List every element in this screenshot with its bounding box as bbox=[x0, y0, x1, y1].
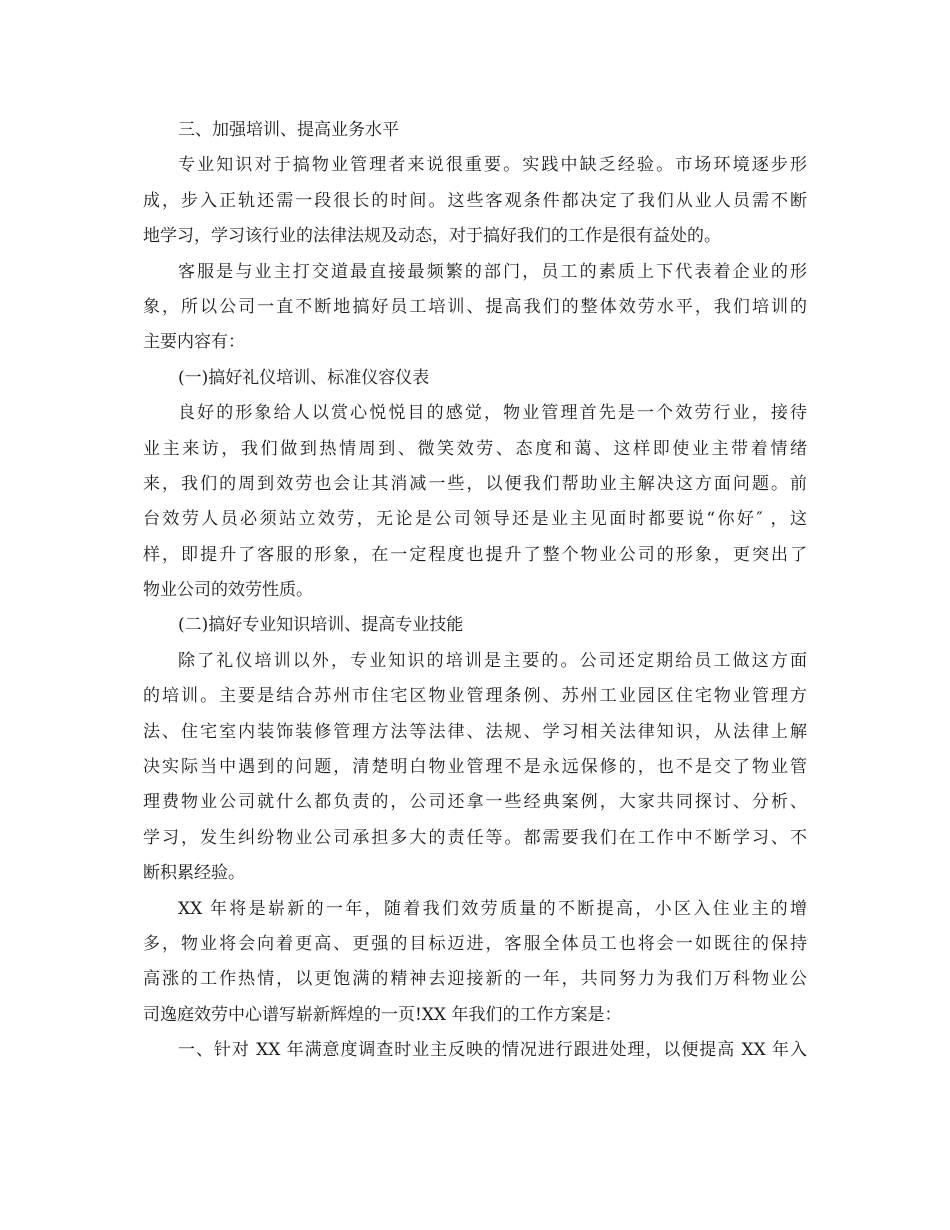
text-line: XX 年将是崭新的一年，随着我们效劳质量的不断提高，小区入住业主的增 bbox=[178, 898, 807, 919]
text-line: 一、针对 XX 年满意度调查时业主反映的情况进行跟进处理，以便提高 XX 年入 bbox=[178, 1040, 807, 1061]
text-line: 象，所以公司一直不断地搞好员工培训、提高我们的整体效劳水平，我们培训的 bbox=[143, 296, 807, 317]
text-line: 多，物业将会向着更高、更强的目标迈进，客服全体员工也将会一如既往的保持 bbox=[143, 933, 807, 954]
document-body bbox=[143, 113, 807, 1069]
text-line: 专业知识对于搞物业管理者来说很重要。实践中缺乏经验。市场环境逐步形 bbox=[178, 155, 807, 176]
text-line: 客服是与业主打交道最直接最频繁的部门，员工的素质上下代表着企业的形 bbox=[178, 261, 807, 282]
text-line: 司逸庭效劳中心谱写崭新辉煌的一页!XX 年我们的工作方案是： bbox=[143, 1004, 622, 1025]
text-line: 理费物业公司就什么都负责的，公司还拿一些经典案例，大家共同探讨、分析、 bbox=[143, 792, 807, 813]
text-line: 主要内容有： bbox=[143, 332, 245, 353]
text-line: 学习，发生纠纷物业公司承担多大的责任等。都需要我们在工作中不断学习、不 bbox=[143, 827, 807, 848]
text-line: 除了礼仪培训以外，专业知识的培训是主要的。公司还定期给员工做这方面 bbox=[178, 650, 807, 671]
text-line: 断积累经验。 bbox=[143, 863, 245, 884]
text-line: 三、加强培训、提高业务水平 bbox=[178, 120, 399, 140]
text-line: 样，即提升了客服的形象，在一定程度也提升了整个物业公司的形象，更突出了 bbox=[143, 544, 807, 565]
text-line: 物业公司的效劳性质。 bbox=[143, 580, 313, 601]
text-line: 地学习，学习该行业的法律法规及动态，对于搞好我们的工作是很有益处的。 bbox=[143, 226, 721, 247]
text-line: 法、住宅室内装饰装修管理方法等法律、法规、学习相关法律知识，从法律上解 bbox=[143, 721, 807, 742]
text-line: (二)搞好专业知识培训、提高专业技能 bbox=[178, 615, 464, 636]
text-line: 台效劳人员必须站立效劳，无论是公司领导还是业主见面时都要说“你好″ ，这 bbox=[143, 509, 807, 530]
text-line: 来，我们的周到效劳也会让其消减一些，以便我们帮助业主解决这方面问题。前 bbox=[143, 473, 807, 494]
text-line: 高涨的工作热情，以更饱满的精神去迎接新的一年，共同努力为我们万科物业公 bbox=[143, 969, 807, 990]
text-line: 良好的形象给人以赏心悦悦目的感觉，物业管理首先是一个效劳行业，接待 bbox=[178, 403, 807, 424]
text-line: 决实际当中遇到的问题，清楚明白物业管理不是永远保修的，也不是交了物业管 bbox=[143, 757, 807, 778]
text-line: (一)搞好礼仪培训、标准仪容仪表 bbox=[178, 367, 430, 388]
text-line: 业主来访，我们做到热情周到、微笑效劳、态度和蔼、这样即使业主带着情绪 bbox=[143, 438, 807, 459]
text-line: 的培训。主要是结合苏州市住宅区物业管理条例、苏州工业园区住宅物业管理方 bbox=[143, 686, 807, 707]
text-line: 成，步入正轨还需一段很长的时间。这些客观条件都决定了我们从业人员需不断 bbox=[143, 190, 807, 211]
